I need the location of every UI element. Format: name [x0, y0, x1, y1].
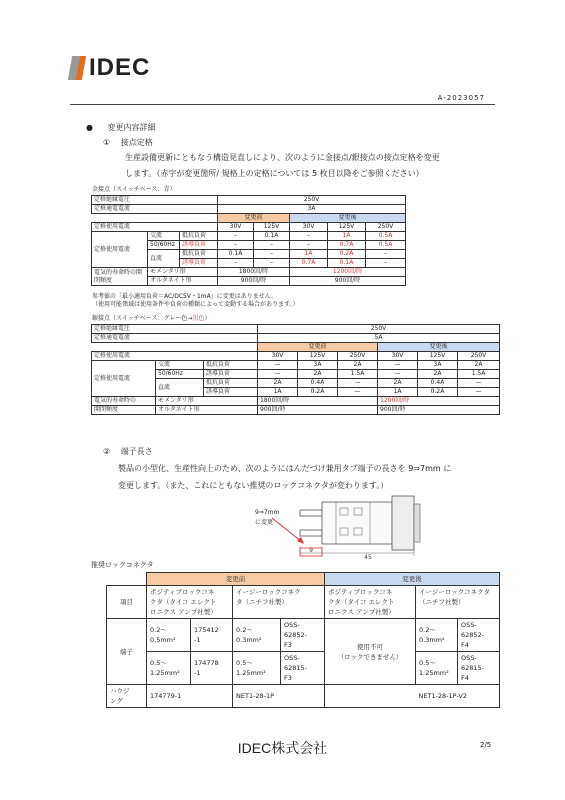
table-cell: 1200回/時 — [378, 397, 500, 406]
cell-line: -1 — [194, 669, 201, 677]
button-cap — [414, 504, 420, 542]
cell-line: クタ（タイコ エレクト — [328, 598, 395, 606]
cell-line: ハウジ — [110, 687, 130, 695]
cell-line: 0.5～ — [419, 659, 436, 667]
table-cell: – — [254, 241, 290, 250]
table-cell: 2A — [378, 379, 418, 388]
table-cell: 50/60Hz — [148, 241, 180, 250]
table-cell — [233, 619, 281, 652]
table-row — [107, 586, 500, 619]
table-cell — [281, 652, 325, 685]
table-cell: 900回/時 — [258, 406, 378, 415]
item1-title: 接点定格 — [120, 138, 153, 147]
table-cell — [107, 685, 147, 708]
table-cell: 2A — [258, 379, 298, 388]
paragraph-2-line-1: 製品の小型化、生産性向上のため、次のようにはんだづけ兼用タブ端子の長さを 9⇒7mm に — [118, 464, 452, 473]
table-cell: 3A — [298, 361, 338, 370]
item1-heading — [103, 139, 153, 147]
table-cell: – — [218, 259, 254, 268]
table-cell — [458, 619, 500, 652]
table-row — [92, 232, 406, 241]
footer-company: IDEC株式会社 — [237, 740, 328, 756]
table-cell: — — [378, 370, 418, 379]
table-cell: 誘導負荷 — [180, 259, 218, 268]
t2-before-header: 変更前 — [258, 343, 378, 352]
table-cell: 250V — [366, 223, 406, 232]
logo — [70, 52, 155, 84]
table-cell — [416, 619, 458, 652]
table-row — [92, 223, 406, 232]
table-cell: 30V — [378, 352, 418, 361]
table-cell: 250V — [458, 352, 500, 361]
table-cell — [233, 652, 281, 685]
table-cell: 定格絶縁電圧 — [92, 325, 258, 334]
t1-current-label: 定格通電電流 — [92, 205, 218, 214]
table-cell: 1A — [290, 250, 328, 259]
t1-current-value: 3A — [218, 205, 406, 214]
table-cell: NET1-28-1P-V2 — [416, 685, 500, 708]
table-cell: 1800回/時 — [258, 397, 378, 406]
table1-note-1: 参考値の「最小適用負荷＝AC/DC5V・1mA」に変更はありません。 — [92, 293, 278, 300]
table-cell — [191, 652, 233, 685]
cell-line: 使用不可 — [357, 642, 383, 651]
table-row — [92, 361, 500, 370]
table-cell: 誘導負荷 — [204, 370, 258, 379]
cell-line: 0.3mm² — [236, 636, 262, 644]
cell-line: OSS- — [284, 621, 300, 629]
table-cell: 1A — [328, 232, 366, 241]
table-cell — [147, 619, 191, 652]
cell-line: イージーロックコネク — [236, 588, 301, 596]
table-cell: NET1-28-1P — [233, 685, 325, 708]
cell-line: F4 — [461, 674, 469, 682]
table-cell: 125V — [298, 352, 338, 361]
table-cell: 項目 — [107, 586, 147, 619]
table-cell: 直流 — [148, 250, 180, 268]
lock-connector-table — [106, 572, 500, 708]
table-cell: 抵抗負荷 — [180, 250, 218, 259]
table-cell: 174779-1 — [147, 685, 233, 708]
t3-after-header: 変更後 — [325, 573, 500, 586]
table-cell: – — [254, 259, 290, 268]
table-row — [92, 196, 406, 205]
table-cell: 5A — [258, 334, 500, 343]
cell-line: 174778 — [194, 659, 219, 667]
table1-note-2: （使用可能領域は使用条件や負荷の種類によって変動する場合があります。） — [92, 301, 299, 308]
t1-use-label-2: 定格使用電流 — [92, 232, 148, 268]
header-rule — [70, 104, 495, 105]
table-cell: 0.4A — [298, 379, 338, 388]
table-cell: 定格使用電流 — [92, 361, 156, 397]
t3-before-header: 変更前 — [147, 573, 325, 586]
diagram-note-1: 9⇒7mm — [255, 509, 280, 516]
logo-text: IDEC — [89, 54, 151, 81]
table-cell: 抵抗負荷 — [180, 232, 218, 241]
table-cell: オルタネイト形 — [156, 406, 258, 415]
cell-line: 62815- — [461, 664, 485, 672]
table-cell: 900回/時 — [378, 406, 500, 415]
table-cell: 抵抗負荷 — [204, 361, 258, 370]
table-cell: – — [218, 232, 254, 241]
cell-line: ポジティブロックコネ — [328, 588, 393, 596]
table-cell: 1800回/時 — [218, 268, 290, 277]
cell-line: 62852- — [284, 631, 308, 639]
table-row — [92, 214, 406, 223]
cell-line: 1.25mm² — [150, 669, 180, 677]
table2-caption — [92, 316, 211, 322]
table-cell: — — [258, 361, 298, 370]
cell-line: 0.2～ — [150, 626, 167, 634]
cell-line: F4 — [461, 641, 469, 649]
t1-use-label: 定格使用電流 — [92, 223, 218, 232]
table-cell: 0.1A — [254, 232, 290, 241]
table-cell: 1A — [258, 388, 298, 397]
table-cell: 2A — [298, 370, 338, 379]
cell-line: ング — [110, 697, 123, 705]
table-cell: 交流 — [156, 361, 204, 370]
table-cell: 2A — [418, 370, 458, 379]
table-cell: 30V — [290, 223, 328, 232]
cell-line: F3 — [284, 641, 292, 649]
table-cell: 125V — [418, 352, 458, 361]
cell-line: 1.25mm² — [236, 669, 266, 677]
table-cell: 0.7A — [290, 259, 328, 268]
cell-line: ロニクス アンプ社製） — [328, 608, 395, 616]
table-cell: 2A — [338, 361, 378, 370]
table-row — [92, 343, 500, 352]
table-cell: 交流 — [148, 232, 180, 241]
cell-line: 0.5～ — [236, 659, 253, 667]
dim-label-45: 45 — [364, 554, 372, 561]
table-cell: 0.2A — [298, 388, 338, 397]
table-cell: — — [458, 388, 500, 397]
cell-line: 62852- — [461, 631, 485, 639]
table-cell: – — [290, 241, 328, 250]
table-row — [107, 685, 500, 708]
table-cell: 電気的寿命時の — [92, 397, 156, 406]
table-cell — [147, 652, 191, 685]
table-cell: 50/60Hz — [156, 370, 204, 379]
table-cell — [325, 685, 416, 708]
table-row — [92, 268, 406, 277]
table-cell: モメンタリ形 — [148, 268, 218, 277]
table-row — [92, 397, 500, 406]
cell-line: （ニチフ社製） — [419, 598, 465, 606]
table-cell — [233, 586, 325, 619]
table3-caption: 推奨ロックコネクタ — [91, 561, 154, 569]
table-cell: — — [378, 361, 418, 370]
t1-insul-label: 定格絶縁電圧 — [92, 196, 218, 205]
table-cell: 電気的寿命時の開閉頻度 — [92, 268, 148, 286]
table1-caption: 金接点（スイッチベース：青） — [92, 186, 176, 193]
table2-caption-red: 黒色 — [192, 315, 205, 322]
table-cell: モメンタリ形 — [156, 397, 258, 406]
cell-line: 0.5～ — [150, 659, 167, 667]
table-cell: – — [366, 259, 406, 268]
table-cell — [147, 586, 233, 619]
cell-line: ポジティブロックコネ — [150, 588, 215, 596]
table-cell: – — [290, 232, 328, 241]
cell-line: ロニクス アンプ社製） — [150, 608, 217, 616]
table-cell: 30V — [258, 352, 298, 361]
bullet-icon: ● — [86, 123, 93, 132]
t1-insul-value: 250V — [218, 196, 406, 205]
cell-line: OSS- — [461, 621, 477, 629]
table-cell: 125V — [328, 223, 366, 232]
table-cell: 1A — [378, 388, 418, 397]
table-cell — [281, 619, 325, 652]
table-cell: 0.2A — [418, 388, 458, 397]
paragraph-1-line-1: 生産設備更新にともなう構造見直しにより、次のように金接点/銀接点の接点定格を変更 — [125, 153, 440, 162]
table-cell: オルタネイト形 — [148, 277, 218, 286]
item2-heading — [103, 448, 153, 456]
cell-line: OSS- — [284, 654, 300, 662]
table-cell: 125V — [254, 223, 290, 232]
table2-caption-prefix: 銀接点（スイッチベース：グレー色→ — [92, 315, 193, 322]
t1-after-header: 変更後 — [290, 214, 406, 223]
cell-line: 1.25mm² — [419, 669, 449, 677]
table-row — [92, 406, 500, 415]
table-row — [92, 334, 500, 343]
table-cell: 定格通電電流 — [92, 334, 258, 343]
cell-line: 0.2～ — [419, 626, 436, 634]
paragraph-1-line-2: します。（赤字が変更箇所/ 規格上の定格については 5 枚目以降をご参照ください） — [125, 169, 424, 178]
table-cell: 1.5A — [458, 370, 500, 379]
table-row — [107, 573, 500, 586]
silver-contact-table — [91, 324, 500, 415]
table-cell: 直流 — [156, 379, 204, 397]
terminal-upper — [300, 510, 322, 516]
table-cell: 0.1A — [218, 250, 254, 259]
cell-line: （ロックできません） — [337, 652, 403, 661]
item2-number: ② — [103, 447, 111, 456]
table-cell — [416, 586, 500, 619]
table-cell: 900回/時 — [290, 277, 406, 286]
table-cell: – — [366, 250, 406, 259]
cell-line: OSS- — [461, 654, 477, 662]
table-row — [92, 325, 500, 334]
table-cell: — — [258, 370, 298, 379]
callout-arrowhead — [297, 537, 304, 544]
page-number: 2/5 — [480, 741, 492, 749]
callout-arrow — [272, 518, 302, 542]
table-cell: — — [338, 388, 378, 397]
item2-title: 端子長さ — [120, 447, 153, 456]
table-cell: 誘導負荷 — [204, 388, 258, 397]
cell-line: 0.5mm² — [150, 636, 176, 644]
switch-bezel — [392, 496, 414, 550]
table-cell: — — [338, 379, 378, 388]
table-cell: 0.5A — [366, 232, 406, 241]
table-cell: 1200回/時 — [290, 268, 406, 277]
table-cell: 1.5A — [338, 370, 378, 379]
document-number: A-2023057 — [437, 94, 485, 102]
table-cell: — — [458, 379, 500, 388]
t1-before-header: 変更前 — [218, 214, 290, 223]
cell-line: タ（ニチフ社製） — [236, 598, 288, 606]
cell-line: 0.3mm² — [419, 636, 445, 644]
table-cell: 0.1A — [328, 259, 366, 268]
table-cell — [191, 619, 233, 652]
table-cell — [325, 586, 416, 619]
table-cell — [416, 652, 458, 685]
table-cell: 開閉頻度 — [92, 406, 156, 415]
section-title: 変更内容詳細 — [107, 123, 156, 132]
table-cell: 0.7A — [328, 241, 366, 250]
table-cell: 0.2A — [328, 250, 366, 259]
table-row — [107, 652, 500, 685]
cell-line: 175412 — [194, 626, 219, 634]
table-cell: – — [218, 241, 254, 250]
cell-line: -1 — [194, 636, 201, 644]
table-cell: 30V — [218, 223, 254, 232]
table-cell: 3A — [418, 361, 458, 370]
dim-label-9: 9 — [309, 547, 313, 554]
table-cell: 900回/時 — [218, 277, 290, 286]
table-cell — [458, 652, 500, 685]
t2-after-header: 変更後 — [378, 343, 500, 352]
terminal-lower — [300, 530, 322, 536]
paragraph-2-line-2: 変更します。（また、これにともない推奨のロックコネクタが変わります。） — [118, 481, 389, 490]
table-cell: 0.4A — [418, 379, 458, 388]
diagram-note-2: に変更 — [255, 519, 274, 526]
section-title-row — [86, 124, 156, 132]
table-row — [92, 205, 406, 214]
table-cell: – — [254, 250, 290, 259]
table-cell: 誘導負荷 — [180, 241, 218, 250]
table2-caption-suffix: ） — [204, 315, 211, 322]
table-row — [107, 619, 500, 652]
table-row — [92, 352, 500, 361]
table-cell: 250V — [258, 325, 500, 334]
cell-line: イージーロックコネクタ — [419, 588, 490, 596]
table-cell: 0.5A — [366, 241, 406, 250]
table-cell: 250V — [338, 352, 378, 361]
switch-diagram — [270, 490, 430, 562]
cell-line: 0.2～ — [236, 626, 253, 634]
item1-number: ① — [103, 138, 111, 147]
cell-line: クタ（タイコ エレクト — [150, 598, 217, 606]
table-cell: 端子 — [107, 619, 147, 685]
gold-contact-table — [91, 195, 406, 286]
table-cell — [325, 619, 416, 685]
table-cell: 定格使用電流 — [92, 352, 258, 361]
table-cell: 2A — [458, 361, 500, 370]
table-cell: 抵抗負荷 — [204, 379, 258, 388]
cell-line: F3 — [284, 674, 292, 682]
cell-line: 62815- — [284, 664, 308, 672]
